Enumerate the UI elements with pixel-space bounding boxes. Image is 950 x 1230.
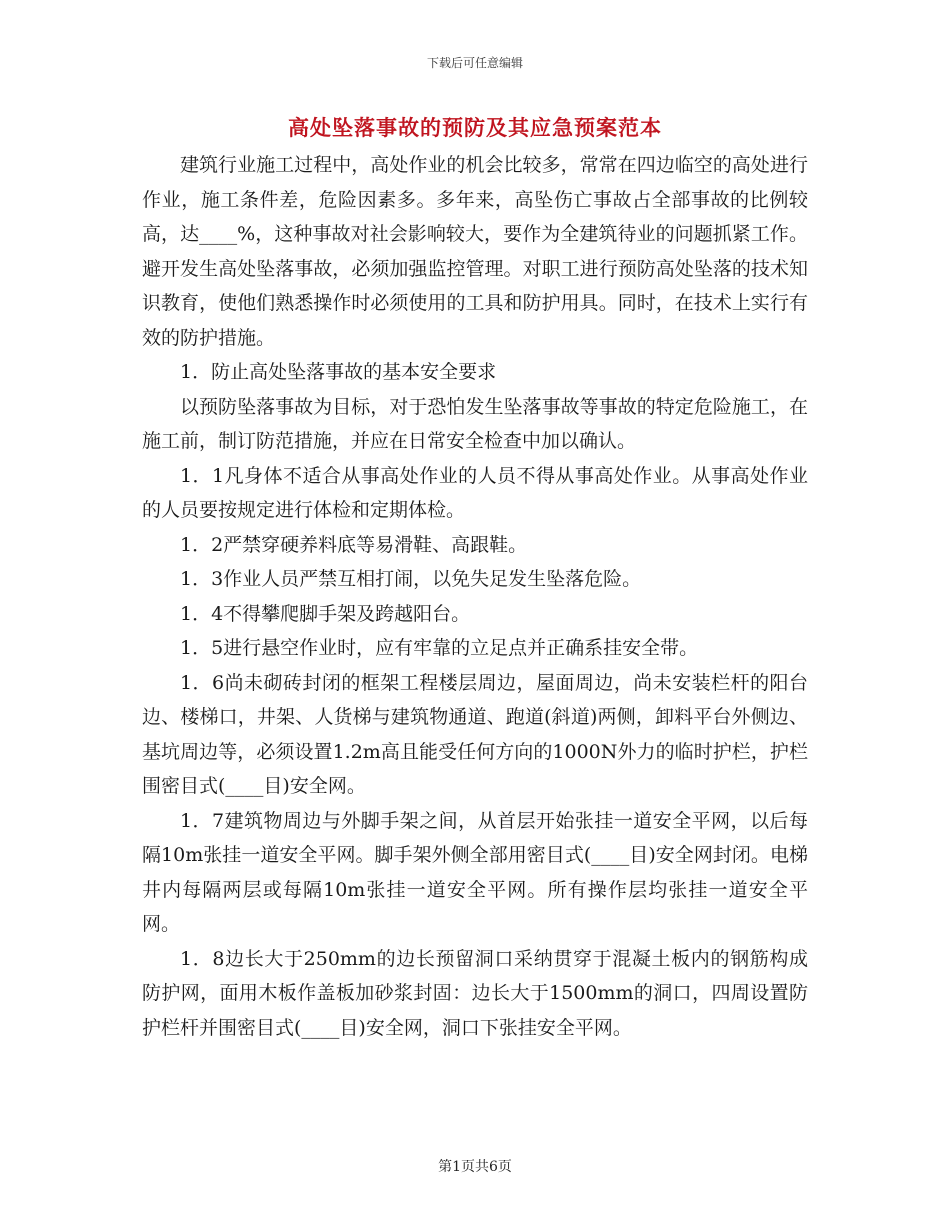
paragraph-section-heading: 1．防止高处坠落事故的基本安全要求 [180, 361, 497, 383]
paragraph-item-1-4: 1．4不得攀爬脚手架及跨越阳台。 [180, 602, 471, 625]
paragraph-item-1-5: 1．5进行悬空作业时，应有牢靠的立足点并正确系挂安全带。 [180, 637, 699, 659]
paragraph-item-1-3: 1．3作业人员严禁互相打闹，以免失足发生坠落危险。 [180, 568, 642, 590]
document-title: 高处坠落事故的预防及其应急预案范本 [288, 115, 662, 140]
document-body [142, 148, 808, 1045]
paragraph-item-1-1: 1．1凡身体不适合从事高处作业的人员不得从事高处作业。从事高处作业的人员要按规定进行体检和定期体检。 [142, 464, 808, 521]
paragraph-intro: 建筑行业施工过程中，高处作业的机会比较多，常常在四边临空的高处进行作业，施工条件差，危险因素多。多年来，高坠伤亡事故占全部事故的比例较高，达____%，这种事故对社会影响较大，要作为全建筑待业的问题抓紧工作。避开发生高处坠落事故，必须加强监控管理。对职工进行预防高处坠落的技术知识教育，使他们熟悉操作时必须使用的工具和防护用具。同时，在技术上实行有效的防护措施。 [142, 154, 808, 349]
header-note: 下载后可任意编辑 [426, 56, 523, 70]
paragraph-section-intro: 以预防坠落事故为目标，对于恐怕发生坠落事故等事故的特定危险施工，在施工前，制订防范措施，并应在日常安全检查中加以确认。 [142, 395, 808, 452]
paragraph-item-1-6: 1．6尚未砌砖封闭的框架工程楼层周边，屋面周边，尚未安装栏杆的阳台边、楼梯口，井架、人货梯与建筑物通道、跑道(斜道)两侧，卸料平台外侧边、基坑周边等，必须设置1.2m高且能受任何方向的1000N外力的临时护栏，护栏围密目式(____目)安全网。 [142, 671, 808, 797]
paragraph-item-1-2: 1．2严禁穿硬养料底等易滑鞋、高跟鞋。 [180, 533, 528, 556]
paragraph-item-1-8: 1．8边长大于250mm的边长预留洞口采纳贯穿于混凝土板内的钢筋构成防护网，面用木板作盖板加砂浆封固：边长大于1500mm的洞口，四周设置防护栏杆并围密目式(____目)安全网，洞口下张挂安全平网。 [142, 947, 808, 1039]
paragraph-item-1-7: 1．7建筑物周边与外脚手架之间，从首层开始张挂一道安全平网，以后每隔10m张挂一道安全平网。脚手架外侧全部用密目式(____目)安全网封闭。电梯井内每隔两层或每隔10m张挂一道安全平网。所有操作层均张挂一道安全平网。 [142, 809, 808, 935]
page-number-footer: 第1页共6页 [438, 1159, 512, 1175]
